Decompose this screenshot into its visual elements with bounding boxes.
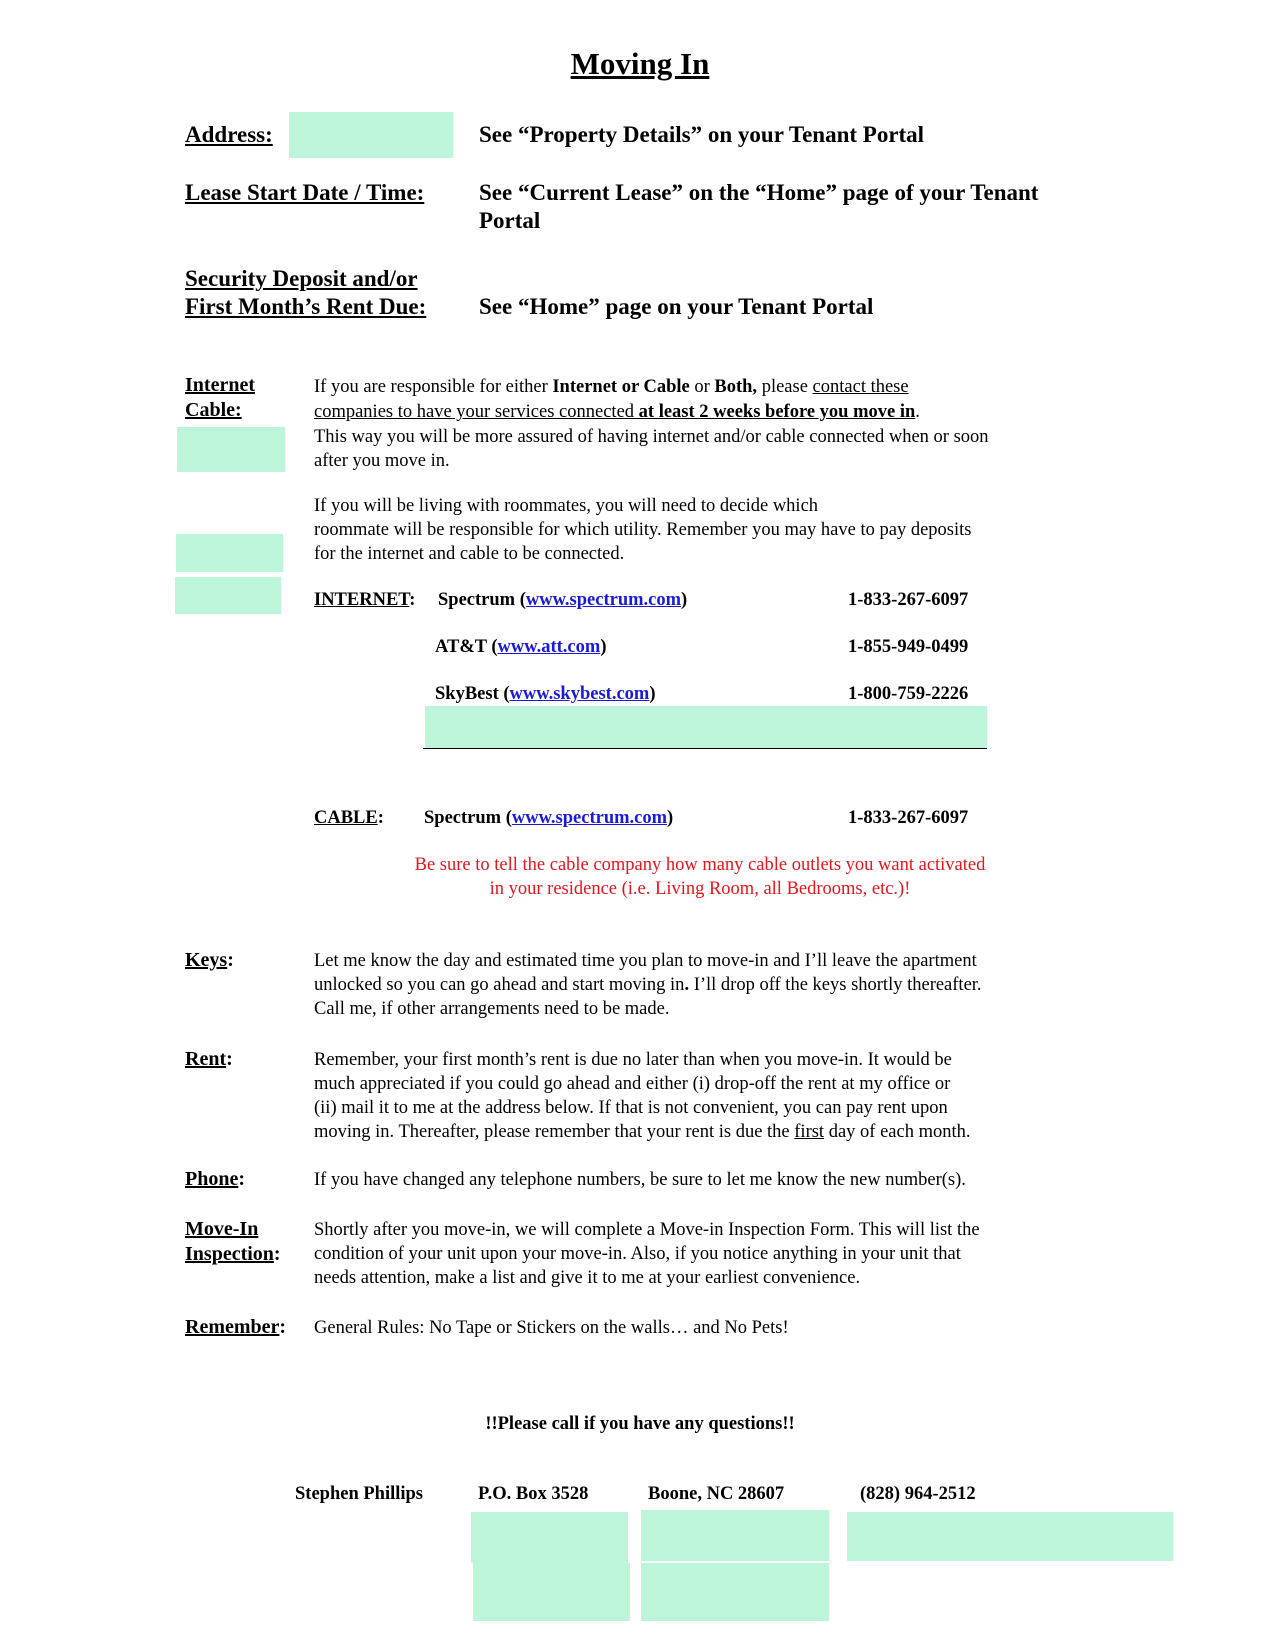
remember-text: General Rules: No Tape or Stickers on the walls… and No Pets! (314, 1318, 789, 1338)
footer-highlight-3 (847, 1512, 1173, 1561)
keys-line1: Let me know the day and estimated time you plan to move-in and I’ll leave the apartment (314, 951, 977, 971)
inspection-label (185, 1217, 281, 1267)
internet-paragraph-2 (314, 494, 1094, 566)
provider-row-spectrum: Spectrum (www.spectrum.com) (438, 590, 688, 610)
footer-po-box: P.O. Box 3528 (478, 1484, 589, 1504)
internet-highlight-2 (176, 534, 283, 572)
provider-phone-att: 1-855-949-0499 (848, 637, 969, 657)
lease-label: Lease Start Date / Time: (185, 180, 425, 205)
cable-provider-row: Spectrum (www.spectrum.com) (424, 808, 674, 828)
address-label: Address: (185, 122, 273, 147)
cable-provider-phone: 1-833-267-6097 (848, 808, 969, 828)
internet-label-line2: Cable: (185, 399, 242, 421)
page-title: Moving In (570, 46, 710, 81)
keys-line3: Call me, if other arrangements need to be made. (314, 999, 670, 1019)
inspection-text (314, 1218, 1104, 1290)
provider-highlight (425, 706, 987, 748)
phone-text: If you have changed any telephone numbers, be sure to let me know the new number(s). (314, 1170, 966, 1190)
lease-value (479, 179, 1038, 235)
footer-highlight-5 (641, 1563, 829, 1621)
inspection-line3: needs attention, make a list and give it to me at your earliest convenience. (314, 1268, 861, 1288)
footer-highlight-2 (641, 1510, 829, 1561)
internet-p2-line1: If you will be living with roommates, you will need to decide which (314, 496, 819, 516)
cable-warning-line2: in your residence (i.e. Living Room, all Bedrooms, etc.)! (489, 879, 911, 899)
footer-phone: (828) 964-2512 (860, 1484, 976, 1504)
lease-value-line1: See “Current Lease” on the “Home” page of your Tenant (479, 180, 1039, 205)
internet-p1-line1: If you are responsible for either Internet or Cable or Both, please contact these (314, 377, 909, 397)
deposit-value: See “Home” page on your Tenant Portal (479, 294, 874, 319)
provider-divider (423, 748, 987, 749)
inspection-line2: condition of your unit upon your move-in. Also, if you notice anything in your unit that (314, 1244, 961, 1264)
att-link[interactable]: www.att.com (497, 637, 601, 657)
internet-highlight-1 (177, 427, 285, 472)
internet-paragraph-1 (314, 375, 1094, 473)
inspection-line1: Shortly after you move-in, we will complete a Move-in Inspection Form. This will list the (314, 1220, 980, 1240)
provider-row-att: AT&T (www.att.com) (435, 637, 607, 657)
lease-value-line2: Portal (479, 208, 541, 233)
closing-line: !!Please call if you have any questions!! (485, 1414, 795, 1434)
internet-cable-label (185, 373, 255, 423)
skybest-link[interactable]: www.skybest.com (509, 684, 650, 704)
footer-highlight-1 (471, 1512, 628, 1563)
internet-highlight-3 (175, 577, 281, 614)
rent-text (314, 1048, 1104, 1144)
rent-label: Rent: (185, 1048, 233, 1070)
cable-spectrum-link[interactable]: www.spectrum.com (511, 808, 668, 828)
remember-label: Remember: (185, 1316, 287, 1338)
internet-p1-line2: companies to have your services connected at least 2 weeks before you move in. (314, 402, 920, 422)
provider-phone-spectrum: 1-833-267-6097 (848, 590, 969, 610)
rent-line1: Remember, your first month’s rent is due no later than when you move-in. It would be (314, 1050, 952, 1070)
rent-line4: moving in. Thereafter, please remember that your rent is due the first day of each month. (314, 1122, 971, 1142)
address-value: See “Property Details” on your Tenant Portal (479, 122, 925, 147)
footer-name: Stephen Phillips (295, 1484, 424, 1504)
internet-label-line1: Internet (185, 374, 255, 396)
provider-row-skybest: SkyBest (www.skybest.com) (435, 684, 656, 704)
keys-text (314, 949, 1104, 1021)
footer-city: Boone, NC 28607 (648, 1484, 785, 1504)
deposit-label (185, 265, 426, 321)
address-highlight (289, 112, 453, 158)
inspection-label-line2: Inspection: (185, 1243, 281, 1265)
rent-line3: (ii) mail it to me at the address below. If that is not convenient, you can pay rent upon (314, 1098, 948, 1118)
deposit-label-line1: Security Deposit and/or (185, 266, 418, 291)
internet-p2-line2: roommate will be responsible for which utility. Remember you may have to pay deposits (314, 520, 972, 540)
cable-heading: CABLE: (314, 808, 384, 828)
internet-p1-line3: This way you will be more assured of having internet and/or cable connected when or soon (314, 427, 989, 447)
keys-line2: unlocked so you can go ahead and start moving in. I’ll drop off the keys shortly thereafter. (314, 975, 982, 995)
cable-warning (264, 853, 1136, 901)
deposit-label-line2: First Month’s Rent Due: (185, 294, 427, 319)
internet-p1-line4: after you move in. (314, 451, 450, 471)
rent-line2: much appreciated if you could go ahead and either (i) drop-off the rent at my office or (314, 1074, 951, 1094)
internet-p2-line3: for the internet and cable to be connected. (314, 544, 625, 564)
cable-warning-line1: Be sure to tell the cable company how many cable outlets you want activated (414, 855, 986, 875)
inspection-label-line1: Move-In (185, 1218, 259, 1240)
phone-label: Phone: (185, 1168, 246, 1190)
spectrum-link[interactable]: www.spectrum.com (525, 590, 682, 610)
internet-heading: INTERNET: (314, 590, 416, 610)
footer-highlight-4 (473, 1563, 630, 1621)
provider-phone-skybest: 1-800-759-2226 (848, 684, 969, 704)
keys-label: Keys: (185, 949, 234, 971)
